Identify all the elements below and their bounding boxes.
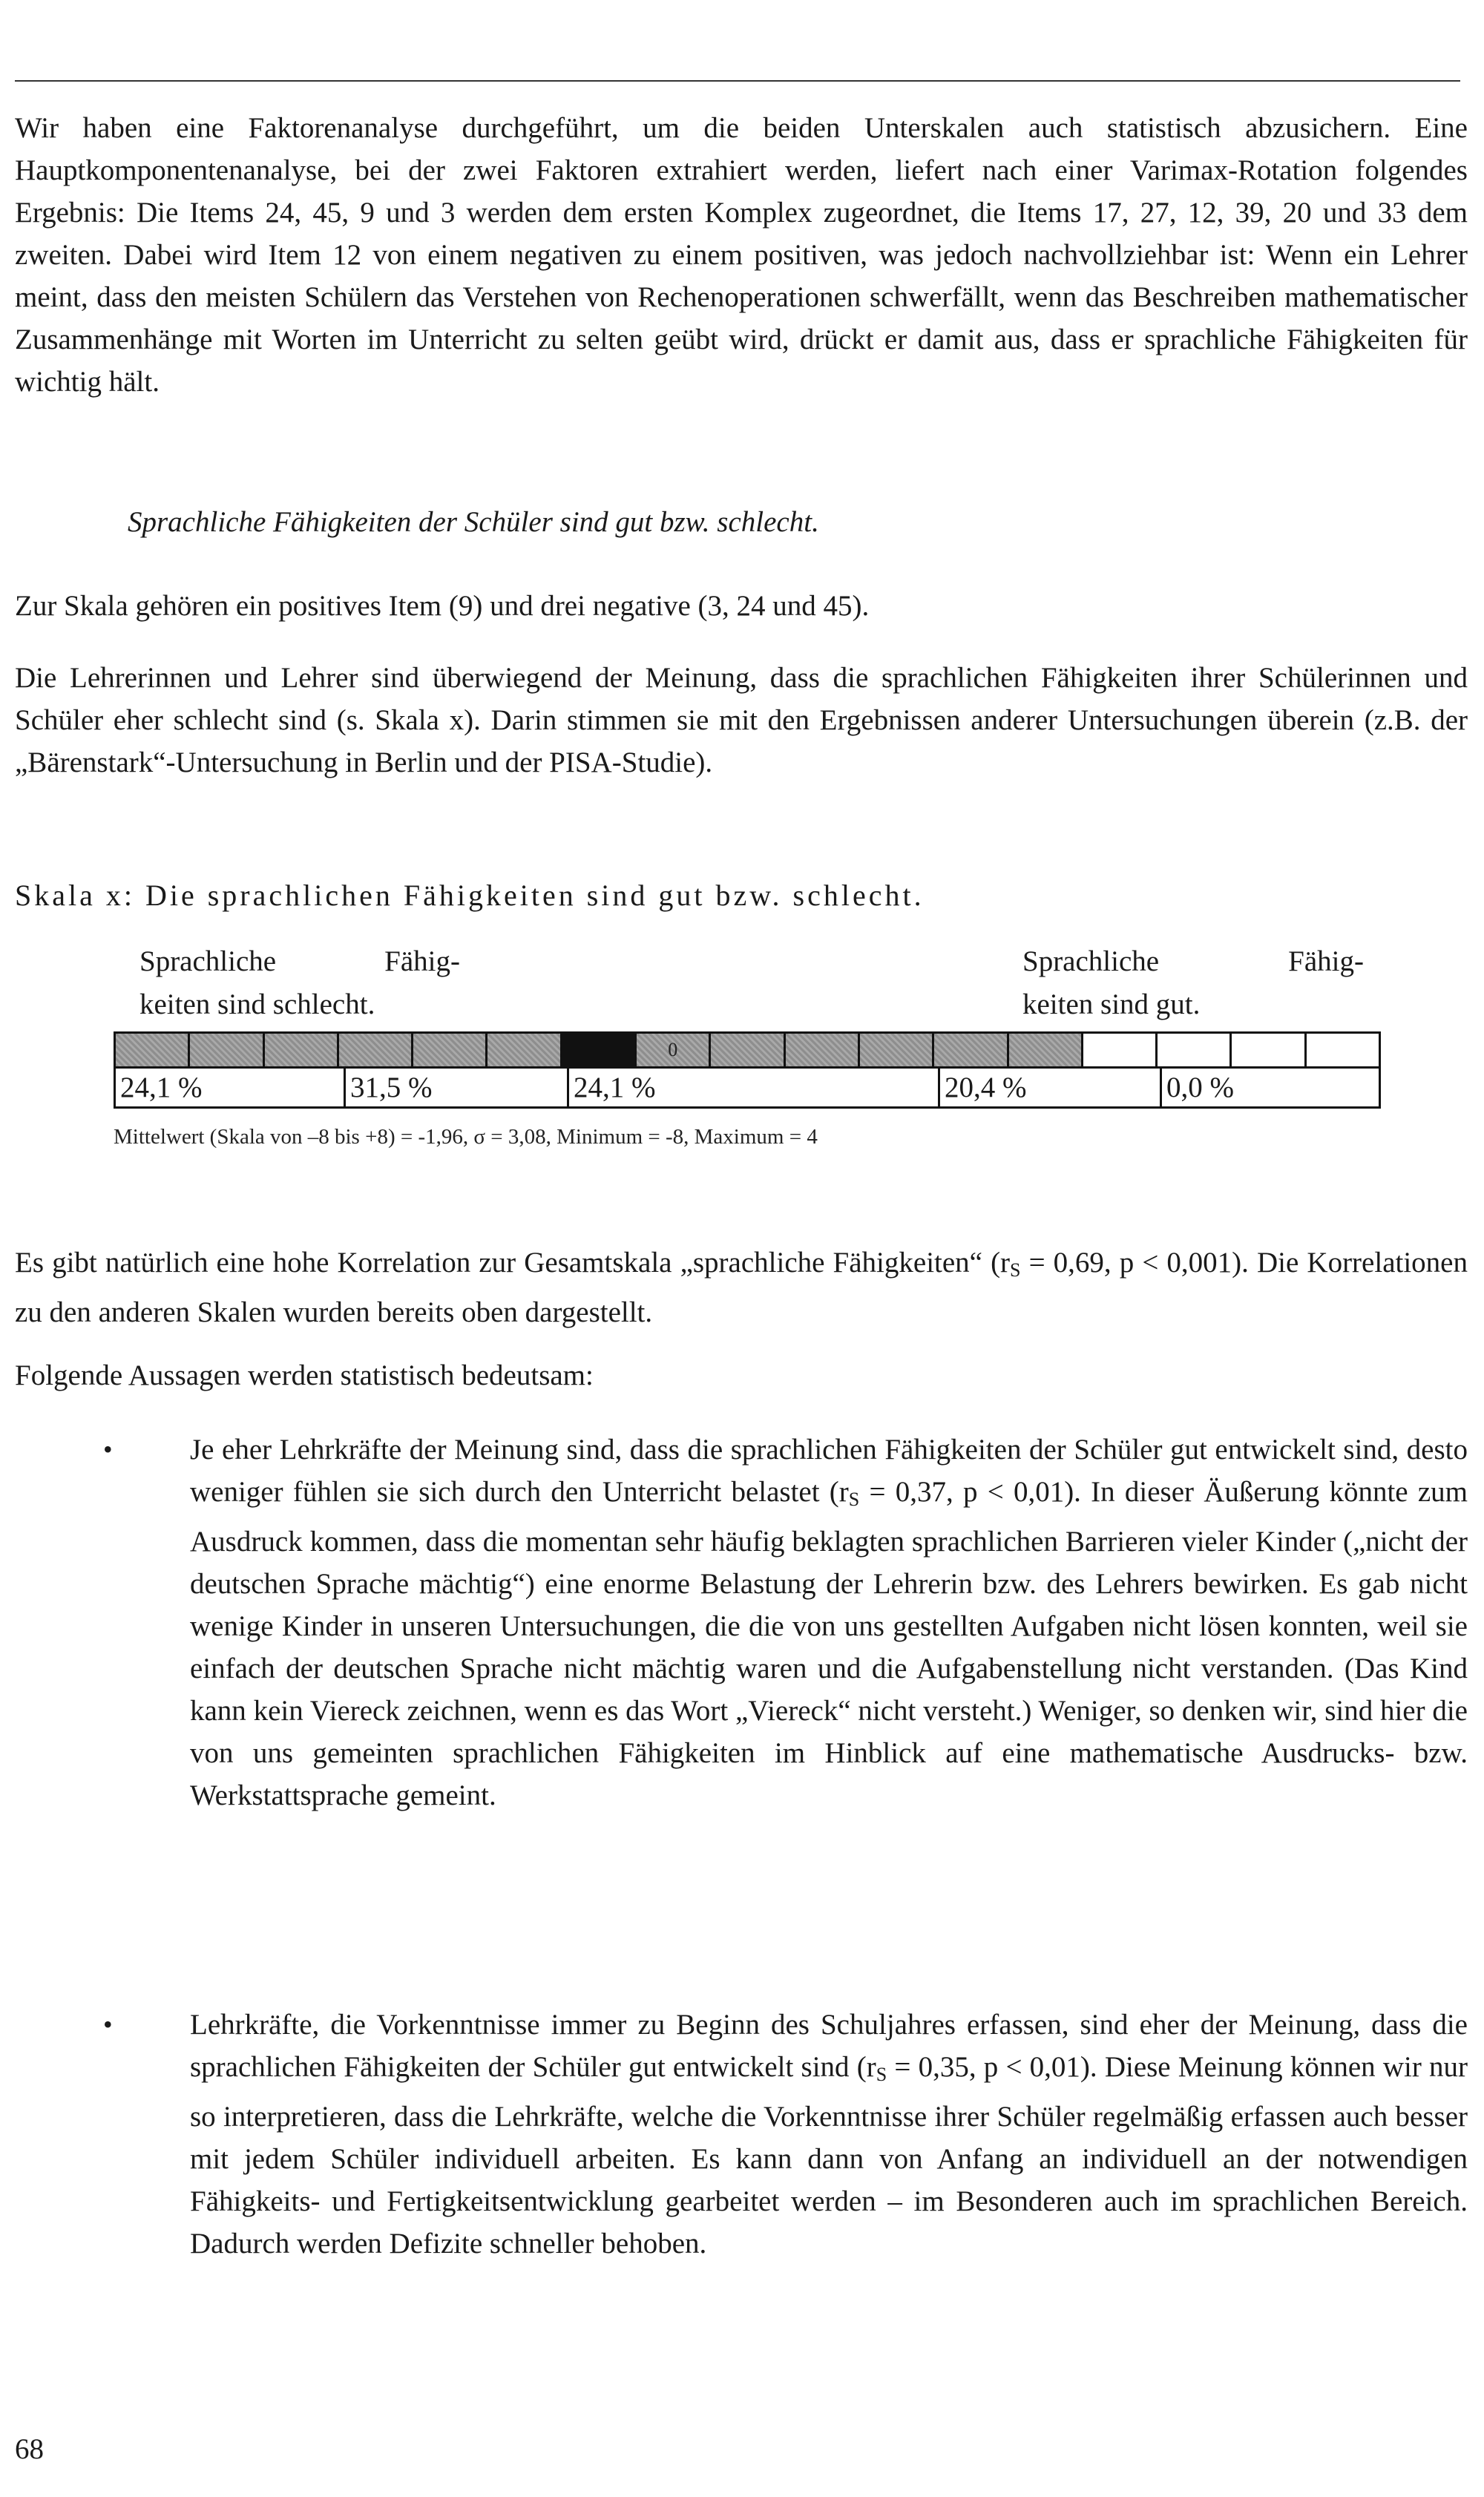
scale-percentage: 24,1 % <box>116 1069 346 1106</box>
scale-cell <box>116 1034 190 1066</box>
scale-label-left-line2: keiten sind schlecht. <box>139 988 375 1020</box>
paragraph-opinion: Die Lehrerinnen und Lehrer sind überwiegend der Meinung, dass die sprachlichen Fähigkeiten ihrer Schülerinnen und Schüler eher schlecht sind (s. Skala x). Darin stimmen sie mit den Ergebnissen anderer Untersuchungen überein (z.B. der „Bärenstark“-Untersuchung in Berlin und der PISA-Studie). <box>15 662 1468 778</box>
list-item-text-cont: = 0,35, p < 0,01). Diese Meinung können wir nur so interpretieren, dass die Lehrkräfte, welche die Vorkenntnisse ihrer Schüler regelmäßig erfassen auch besser mit jedem Schüler individuell arbeiten. Es kann dann von Anfang an individuell an der notwendigen Fähigkeits- und Fertigkeitsentwicklung gearbeitet werden – im Besonderen auch im sprachlichen Bereich. Dadurch werden Defizite schneller behoben. <box>190 2051 1468 2260</box>
scale-cell <box>265 1034 339 1066</box>
scale-cell <box>413 1034 487 1066</box>
list-item-text-cont: = 0,37, p < 0,01). In dieser Äußerung könnte zum Ausdruck kommen, dass die momentan sehr häufig beklagten sprachlichen Barrieren vieler Kinder („nicht der deutschen Sprache mächtig“) eine enorme Belastung der Lehrerin bzw. des Lehrers bewirken. Es gab nicht wenige Kinder in unseren Untersuchungen, die die von uns gestellten Aufgaben nicht lösen konnten, weil sie einfach der deutschen Sprache nicht mächtig waren und die Aufgabenstellung nicht verstanden. (Das Kind kann kein Viereck zeichnen, wenn es das Wort „Viereck“ nicht versteht.) Weniger, so denken wir, sind hier die von uns gemeinten sprachlichen Fähigkeiten im Hinblick auf eine mathematische Ausdrucks- bzw. Werkstattsprache gemeint. <box>190 1476 1468 1811</box>
scale-label-left <box>139 940 460 1026</box>
scale-cell-zero <box>637 1034 711 1066</box>
scale-statistics: Mittelwert (Skala von –8 bis +8) = -1,96, σ = 3,08, Minimum = -8, Maximum = 4 <box>114 1125 818 1149</box>
scale-title: Skala x: Die sprachlichen Fähigkeiten sind gut bzw. schlecht. <box>15 879 925 912</box>
scale-cell <box>1083 1034 1158 1066</box>
page-number: 68 <box>15 2433 44 2465</box>
bullet-icon: • <box>103 1434 113 1464</box>
scale-zero-label: 0 <box>668 1039 678 1060</box>
scale-percentage-row <box>114 1069 1381 1109</box>
scale-cell <box>339 1034 413 1066</box>
scale-label-right <box>1022 940 1364 1026</box>
subscript: S <box>876 2064 887 2085</box>
scale-cell <box>1158 1034 1232 1066</box>
bullet-icon: • <box>103 2009 113 2039</box>
scale-cell-mean-marker <box>562 1034 637 1066</box>
scale-cell <box>1307 1034 1379 1066</box>
scale-cell <box>860 1034 934 1066</box>
scale-label-right-line2: keiten sind gut. <box>1022 988 1201 1020</box>
scale-percentage: 20,4 % <box>940 1069 1162 1106</box>
scale-label-right-line1: Sprachliche Fähig- <box>1022 945 1364 977</box>
paragraph-factor-analysis: Wir haben eine Faktorenanalyse durchgeführt, um die beiden Unterskalen auch statistisch abzusichern. Eine Hauptkomponentenanalyse, bei der zwei Faktoren extrahiert werden, liefert nach einer Varimax-Rotation folgendes Ergebnis: Die Items 24, 45, 9 und 3 werden dem ersten Komplex zugeordnet, die Items 17, 27, 12, 39, 20 und 33 dem zweiten. Dabei wird Item 12 von einem negativen zu einem positiven, was jedoch nachvollziehbar ist: Wenn ein Lehrer meint, dass den meisten Schülern das Verstehen von Rechenoperationen schwerfällt, wenn das Beschreiben mathematischer Zusammenhänge mit Worten im Unterricht zu selten geübt wird, drückt er damit aus, dass er sprachliche Fähigkeiten für wichtig hält. <box>15 112 1468 398</box>
correlation-text: Es gibt natürlich eine hohe Korrelation zur Gesamtskala „sprachliche Fähigkeiten“ (r <box>15 1247 1011 1279</box>
scale-cell <box>487 1034 562 1066</box>
paragraph-correlation <box>15 1241 1468 1333</box>
list-item <box>190 2004 1468 2265</box>
correlation-text-cont: = 0,69, p < 0,001). Die Korrelationen zu den anderen Skalen wurden bereits oben dargestellt. <box>15 1247 1468 1328</box>
scale-bar <box>114 1031 1381 1069</box>
list-item-text: Je eher Lehrkräfte der Meinung sind, dass die sprachlichen Fähigkeiten der Schüler gut entwickelt sind, desto weniger fühlen sie sich durch den Unterricht belastet (r <box>190 1434 1468 1508</box>
paragraph-statements: Folgende Aussagen werden statistisch bedeutsam: <box>15 1359 594 1391</box>
scale-percentage: 0,0 % <box>1166 1072 1234 1103</box>
list-item <box>190 1428 1468 1817</box>
scale-percentage: 24,1 % <box>569 1069 940 1106</box>
scale-cell <box>1232 1034 1306 1066</box>
likert-scale <box>114 1031 1381 1109</box>
subscript: S <box>848 1489 860 1510</box>
scale-label-left-line1: Sprachliche Fähig- <box>139 945 460 977</box>
subscript: S <box>1010 1259 1021 1281</box>
paragraph-items: Zur Skala gehören ein positives Item (9) und drei negative (3, 24 und 45). <box>15 590 870 622</box>
scale-cell <box>711 1034 785 1066</box>
scale-cell <box>190 1034 264 1066</box>
scale-cell <box>934 1034 1008 1066</box>
scale-percentage: 31,5 % <box>346 1069 569 1106</box>
scale-subtitle: Sprachliche Fähigkeiten der Schüler sind gut bzw. schlecht. <box>128 506 819 538</box>
header-rule <box>15 80 1460 82</box>
list-item-text: Lehrkräfte, die Vorkenntnisse immer zu Beginn des Schuljahres erfassen, sind eher der Meinung, dass die sprachlichen Fähigkeiten der Schüler gut entwickelt sind (r <box>190 2009 1468 2083</box>
scale-cell <box>786 1034 860 1066</box>
scale-cell <box>1009 1034 1083 1066</box>
